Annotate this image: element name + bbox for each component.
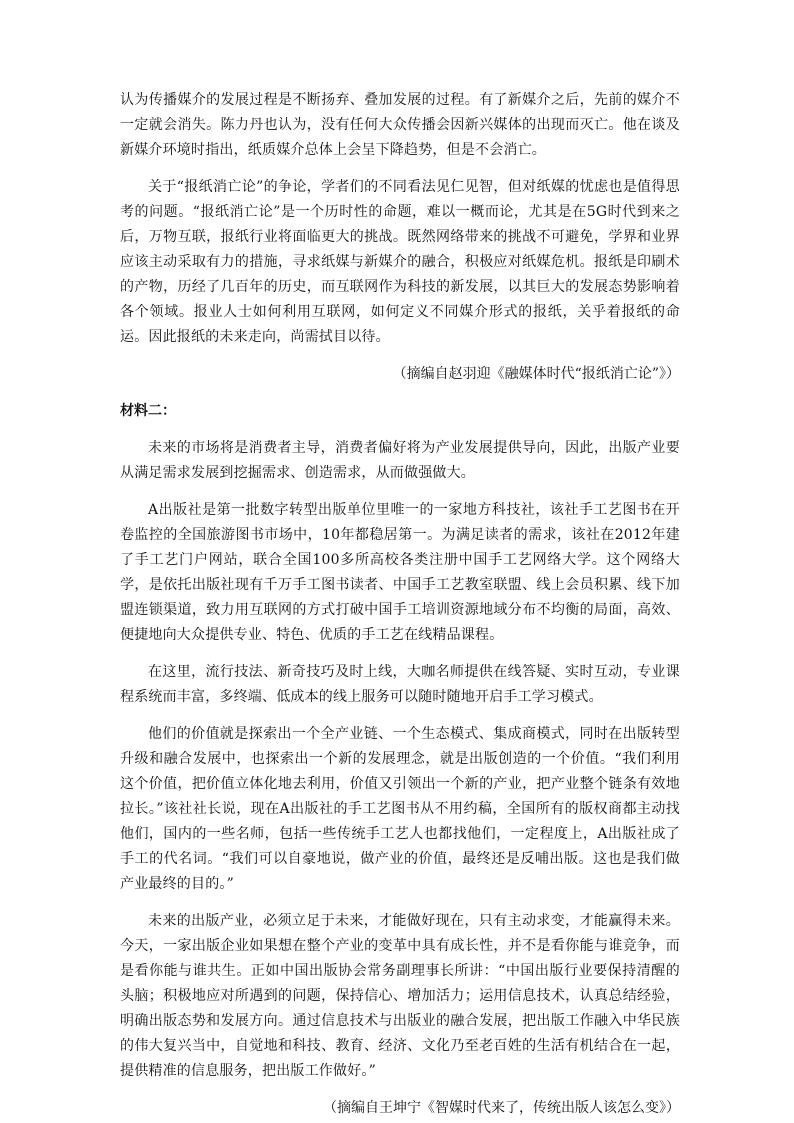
paragraph-future-publishing: 未来的出版产业，必须立足于未来，才能做好现在，只有主动求变，才能赢得未来。今天，一家出版企业如果想在整个产业的变革中具有成长性，并不是看你能与谁竞争，而是看你能与谁共生。正如中国出版协会常务副理事长所讲：“中国出版行业要保持清醒的头脑；积极地应对所遇到的问题，保持信心、增加活力；运用信息技术，认真总结经验，明确出版态势和发展方向。通过信息技术与出版业的融合发展，把出版工作融入中华民族的伟大复兴当中，自觉地和科技、教育、经济、文化乃至老百姓的生活有机结合在一起，提供精准的信息服务，把出版工作做好。” — [120, 913, 680, 1079]
material-2-heading: 材料二： — [120, 403, 176, 419]
document-page — [120, 88, 680, 1121]
paragraph-value-chain: 他们的价值就是探索出一个全产业链、一个生态模式、集成商模式，同时在出版转型升级和融合发展中，也探索出一个新的发展理念，就是出版创造的一个价值。“我们利用这个价值，把价值立体化地去利用，价值又引领出一个新的产业，把产业整个链条有效地拉长。”该社社长说，现在A出版社的手工艺图书从不用约稿，全国所有的版权商都主动找他们，国内的一些名师，包括一些传统手工艺人也都找他们，一定程度上，A出版社成了手工的代名词。“我们可以自豪地说，做产业的价值，最终还是反哺出版。这也是我们做产业最终的目的。” — [120, 726, 680, 892]
source-citation-1: （摘编自赵羽迎《融媒体时代“报纸消亡论”》） — [392, 366, 680, 382]
paragraph-continued: 认为传播媒介的发展过程是不断扬弃、叠加发展的过程。有了新媒介之后，先前的媒介不一定就会消失。陈力丹也认为，没有任何大众传播会因新兴媒体的出现而灭亡。他在谈及新媒介环境时指出，纸质媒介总体上会呈下降趋势，但是不会消亡。 — [120, 92, 680, 158]
paragraph-online-courses: 在这里，流行技法、新奇技巧及时上线，大咖名师提供在线答疑、实时互动，专业课程系统而丰富，多终端、低成本的线上服务可以随时随地开启手工学习模式。 — [120, 664, 680, 705]
paragraph-newspaper-debate: 关于“报纸消亡论”的争论，学者们的不同看法见仁见智，但对纸媒的忧虑也是值得思考的问题。“报纸消亡论”是一个历时性的命题，难以一概而论，尤其是在5G时代到来之后，万物互联，报纸行业将面临更大的挑战。既然网络带来的挑战不可避免，学界和业界应该主动采取有力的措施，寻求纸媒与新媒介的融合，积极应对纸媒危机。报纸是印刷术的产物，历经了几百年的历史，而互联网作为科技的新发展，以其巨大的发展态势影响着各个领域。报业人士如何利用互联网，如何定义不同媒介形式的报纸，关乎着报纸的命运。因此报纸的未来走向，尚需拭目以待。 — [120, 179, 680, 345]
paragraph-market-future: 未来的市场将是消费者主导，消费者偏好将为产业发展提供导向，因此，出版产业要从满足需求发展到挖掘需求、创造需求，从而做强做大。 — [120, 440, 680, 481]
source-citation-2: （摘编自王坤宁《智媒时代来了，传统出版人该怎么变》） — [323, 1100, 680, 1116]
paragraph-publisher-a: A出版社是第一批数字转型出版单位里唯一的一家地方科技社，该社手工艺图书在开卷监控的全国旅游图书市场中，10年都稳居第一。为满足读者的需求，该社在2012年建了手工艺门户网站，联合全国100多所高校各类注册中国手工艺网络大学。这个网络大学，是依托出版社现有千万手工图书读者、中国手工艺教室联盟、线上会员积累、线下加盟连锁渠道，致力用互联网的方式打破中国手工培训资源地域分布不均衡的局面，高效、便捷地向大众提供专业、特色、优质的手工艺在线精品课程。 — [120, 502, 680, 643]
